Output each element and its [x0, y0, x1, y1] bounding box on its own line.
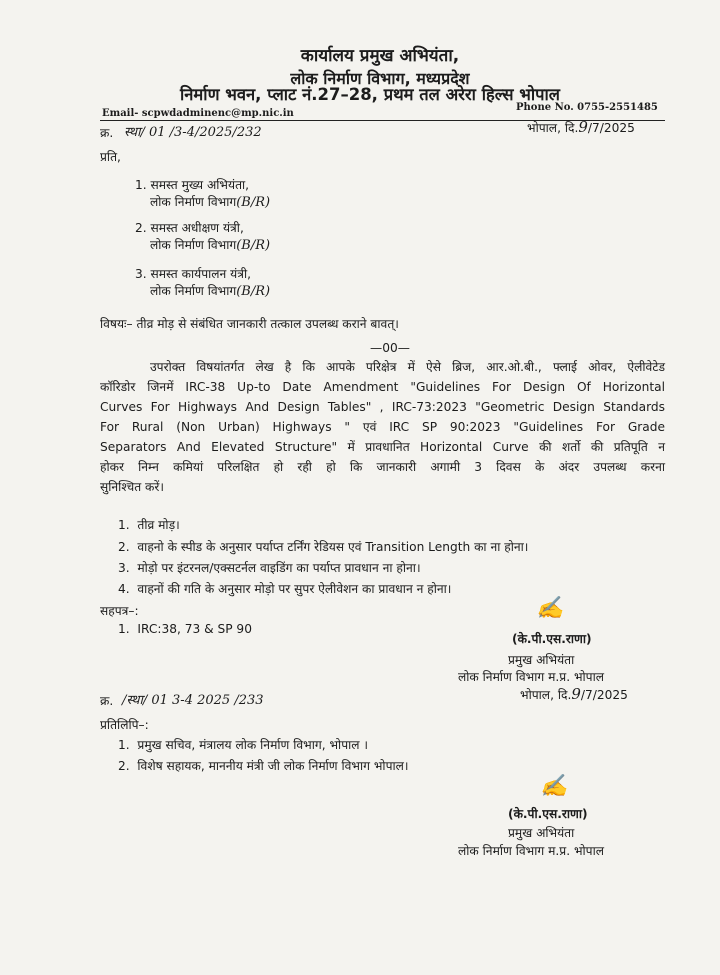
point-num: 2.: [118, 540, 130, 554]
body-line: Separators And Elevated Structure" में प्रावधानित Horizontal Curve की शर्तो की प्रतिपूति न: [100, 440, 665, 454]
date-prefix: भोपाल, दि.: [527, 121, 579, 135]
recipient-handwritten: (B/R): [236, 284, 271, 299]
point-4: [118, 580, 451, 597]
recipient-handwritten: (B/R): [236, 195, 271, 210]
body-paragraph: [100, 357, 665, 497]
signatory-dept: लोक निर्माण विभाग म.प्र. भोपाल: [458, 670, 605, 684]
signatory-title-2: प्रमुख अभियंता: [508, 826, 575, 840]
recipient-num: 1.: [135, 178, 147, 192]
signatory-title: प्रमुख अभियंता: [508, 653, 575, 667]
recipient-line: समस्त कार्यपालन यंत्री,: [150, 267, 251, 281]
date-handwritten: 9: [578, 118, 588, 136]
email-line: Email- scpwdadminenc@mp.nic.in: [102, 108, 294, 119]
signature-date: [520, 685, 628, 703]
body-line: कॉरिडोर जिनमें IRC-38 Up-to Date Amendment "Guidelines For Design Of Horizontal: [100, 380, 665, 394]
date-suffix: /7/2025: [580, 688, 628, 702]
point-text: तीव्र मोड़।: [137, 518, 180, 532]
point-num: 3.: [118, 561, 130, 575]
enclosure-text: IRC:38, 73 & SP 90: [137, 622, 252, 636]
ref-prefix: क्र.: [100, 126, 114, 140]
phone-line: Phone No. 0755-2551485: [516, 102, 658, 113]
copy-label: प्रतिलिपि–:: [100, 718, 149, 732]
recipient-line: लोक निर्माण विभाग: [150, 195, 237, 209]
ref2-number-handwritten: /स्था/ 01 3-4 2025 /233: [122, 693, 264, 708]
office-address: निर्माण भवन, प्लाट नं.27–28, प्रथम तल अरेरा हिल्स भोपाल: [180, 85, 560, 104]
date-handwritten: 9: [571, 685, 581, 703]
body-line: उपरोक्त विषयांतर्गत लेख है कि आपके परिक्षेत्र में ऐसे ब्रिज, आर.ओ.बी., फ्लाई ओवर, ऐलीवेटेड: [150, 360, 665, 374]
body-line: For Rural (Non Urban) Highways " एवं IRC SP 90:2023 "Guidelines For Grade: [100, 420, 665, 434]
point-num: 1.: [118, 518, 130, 532]
ref2-prefix: क्र.: [100, 694, 114, 708]
copy-num: 1.: [118, 738, 130, 752]
recipient-1: [135, 176, 249, 193]
recipient-num: 2.: [135, 221, 147, 235]
recipient-line: लोक निर्माण विभाग: [150, 238, 237, 252]
recipient-handwritten: (B/R): [236, 238, 271, 253]
point-3: [118, 559, 421, 576]
point-text: मोड़ो पर इंटरनल/एक्सटर्नल वाइडिंग का पर्याप्त प्रावधान ना होना।: [137, 561, 421, 575]
point-num: 4.: [118, 582, 130, 596]
ref-number-handwritten: स्था/ 01 /3-4/2025/232: [124, 125, 262, 140]
recipient-line: लोक निर्माण विभाग: [150, 284, 237, 298]
enclosure-item: [118, 622, 252, 636]
recipient-num: 3.: [135, 267, 147, 281]
signatory-name: (के.पी.एस.राणा): [512, 632, 592, 646]
department-title: लोक निर्माण विभाग, मध्यप्रदेश: [290, 69, 470, 88]
point-1: [118, 516, 180, 533]
copy-text: विशेष सहायक, माननीय मंत्री जी लोक निर्माण विभाग भोपाल।: [137, 759, 409, 773]
ref-date: [527, 118, 635, 136]
copy-num: 2.: [118, 759, 130, 773]
date-suffix: /7/2025: [587, 121, 635, 135]
recipient-1-dept: [150, 193, 270, 210]
body-line: Curves For Highways And Design Tables" , IRC-73:2023 "Geometric Design Standards: [100, 400, 665, 414]
recipient-3: [135, 265, 251, 282]
date-prefix: भोपाल, दि.: [520, 688, 572, 702]
enclosure-label: सहपत्र–:: [100, 604, 139, 618]
recipient-line: समस्त मुख्य अभियंता,: [150, 178, 250, 192]
point-2: [118, 538, 528, 555]
enclosure-num: 1.: [118, 622, 130, 636]
point-text: वाहनो के स्पीड के अनुसार पर्याप्त टर्निंग रेडियस एवं Transition Length का ना होना।: [137, 540, 529, 554]
subject-line: विषयः– तीव्र मोड़ से संबंधित जानकारी तत्काल उपलब्ध कराने बावत्।: [100, 317, 399, 331]
copy-item-1: [118, 736, 368, 753]
copy-item-2: [118, 757, 409, 774]
signature-mark-2: ✍: [540, 774, 568, 799]
signature-mark-1: ✍: [536, 596, 564, 621]
point-text: वाहनों की गति के अनुसार मोड़ो पर सुपर ऐलीवेशन का प्रावधान न होना।: [137, 582, 452, 596]
to-label: प्रति,: [100, 150, 121, 164]
signatory-name-2: (के.पी.एस.राणा): [508, 807, 588, 821]
recipient-2-dept: [150, 236, 270, 253]
recipient-line: समस्त अधीक्षण यंत्री,: [150, 221, 244, 235]
body-line: सुनिश्चित करें।: [100, 480, 165, 494]
divider-mark: —00—: [370, 341, 410, 355]
recipient-2: [135, 219, 244, 236]
office-title: कार्यालय प्रमुख अभियंता,: [300, 46, 460, 66]
recipient-3-dept: [150, 282, 270, 299]
body-line: होकर निम्न कमियां परिलक्षित हो रही हो कि जानकारी अगामी 3 दिवस के अंदर उपलब्ध करना: [100, 460, 665, 474]
signatory-dept-2: लोक निर्माण विभाग म.प्र. भोपाल: [458, 844, 605, 858]
copy-text: प्रमुख सचिव, मंत्रालय लोक निर्माण विभाग, भोपाल ।: [137, 738, 369, 752]
